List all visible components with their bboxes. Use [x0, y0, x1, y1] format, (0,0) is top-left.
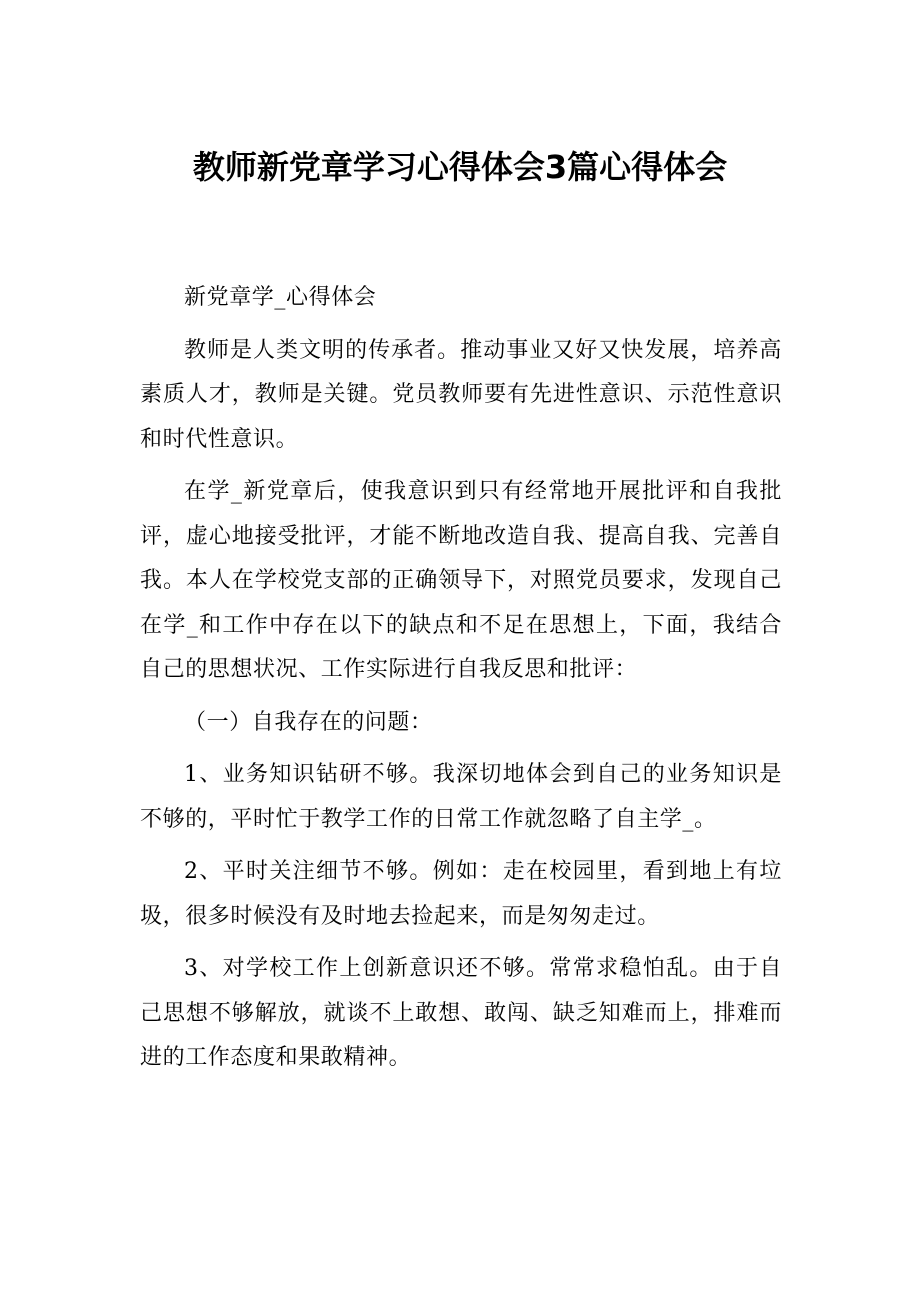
document-body [140, 276, 782, 1081]
problem-item-3: 3、对学校工作上创新意识还不够。常常求稳怕乱。由于自己思想不够解放，就谈不上敢想、敢闯、缺乏知难而上，排难而进的工作态度和果敢精神。 [140, 956, 782, 1070]
paragraph-reflection: 在学_新党章后，使我意识到只有经常地开展批评和自我批评，虚心地接受批评，才能不断地改造自我、提高自我、完善自我。本人在学校党支部的正确领导下，对照党员要求，发现自己在学_和工作中存在以下的缺点和不足在思想上，下面，我结合自己的思想状况、工作实际进行自我反思和批评： [140, 479, 782, 682]
problems-heading: （一）自我存在的问题： [184, 709, 433, 735]
section-heading: 新党章学_心得体会 [184, 285, 377, 310]
paragraph-intro: 教师是人类文明的传承者。推动事业又好又快发展，培养高素质人才，教师是关键。党员教师要有先进性意识、示范性意识和时代性意识。 [140, 337, 782, 452]
problem-item-1: 1、业务知识钻研不够。我深切地体会到自己的业务知识是不够的，平时忙于教学工作的日常工作就忽略了自主学_。 [140, 762, 782, 832]
document-title: 教师新党章学习心得体会3篇心得体会 [192, 148, 728, 186]
problem-item-2: 2、平时关注细节不够。例如：走在校园里，看到地上有垃圾，很多时候没有及时地去捡起来，而是匆匆走过。 [140, 859, 782, 929]
